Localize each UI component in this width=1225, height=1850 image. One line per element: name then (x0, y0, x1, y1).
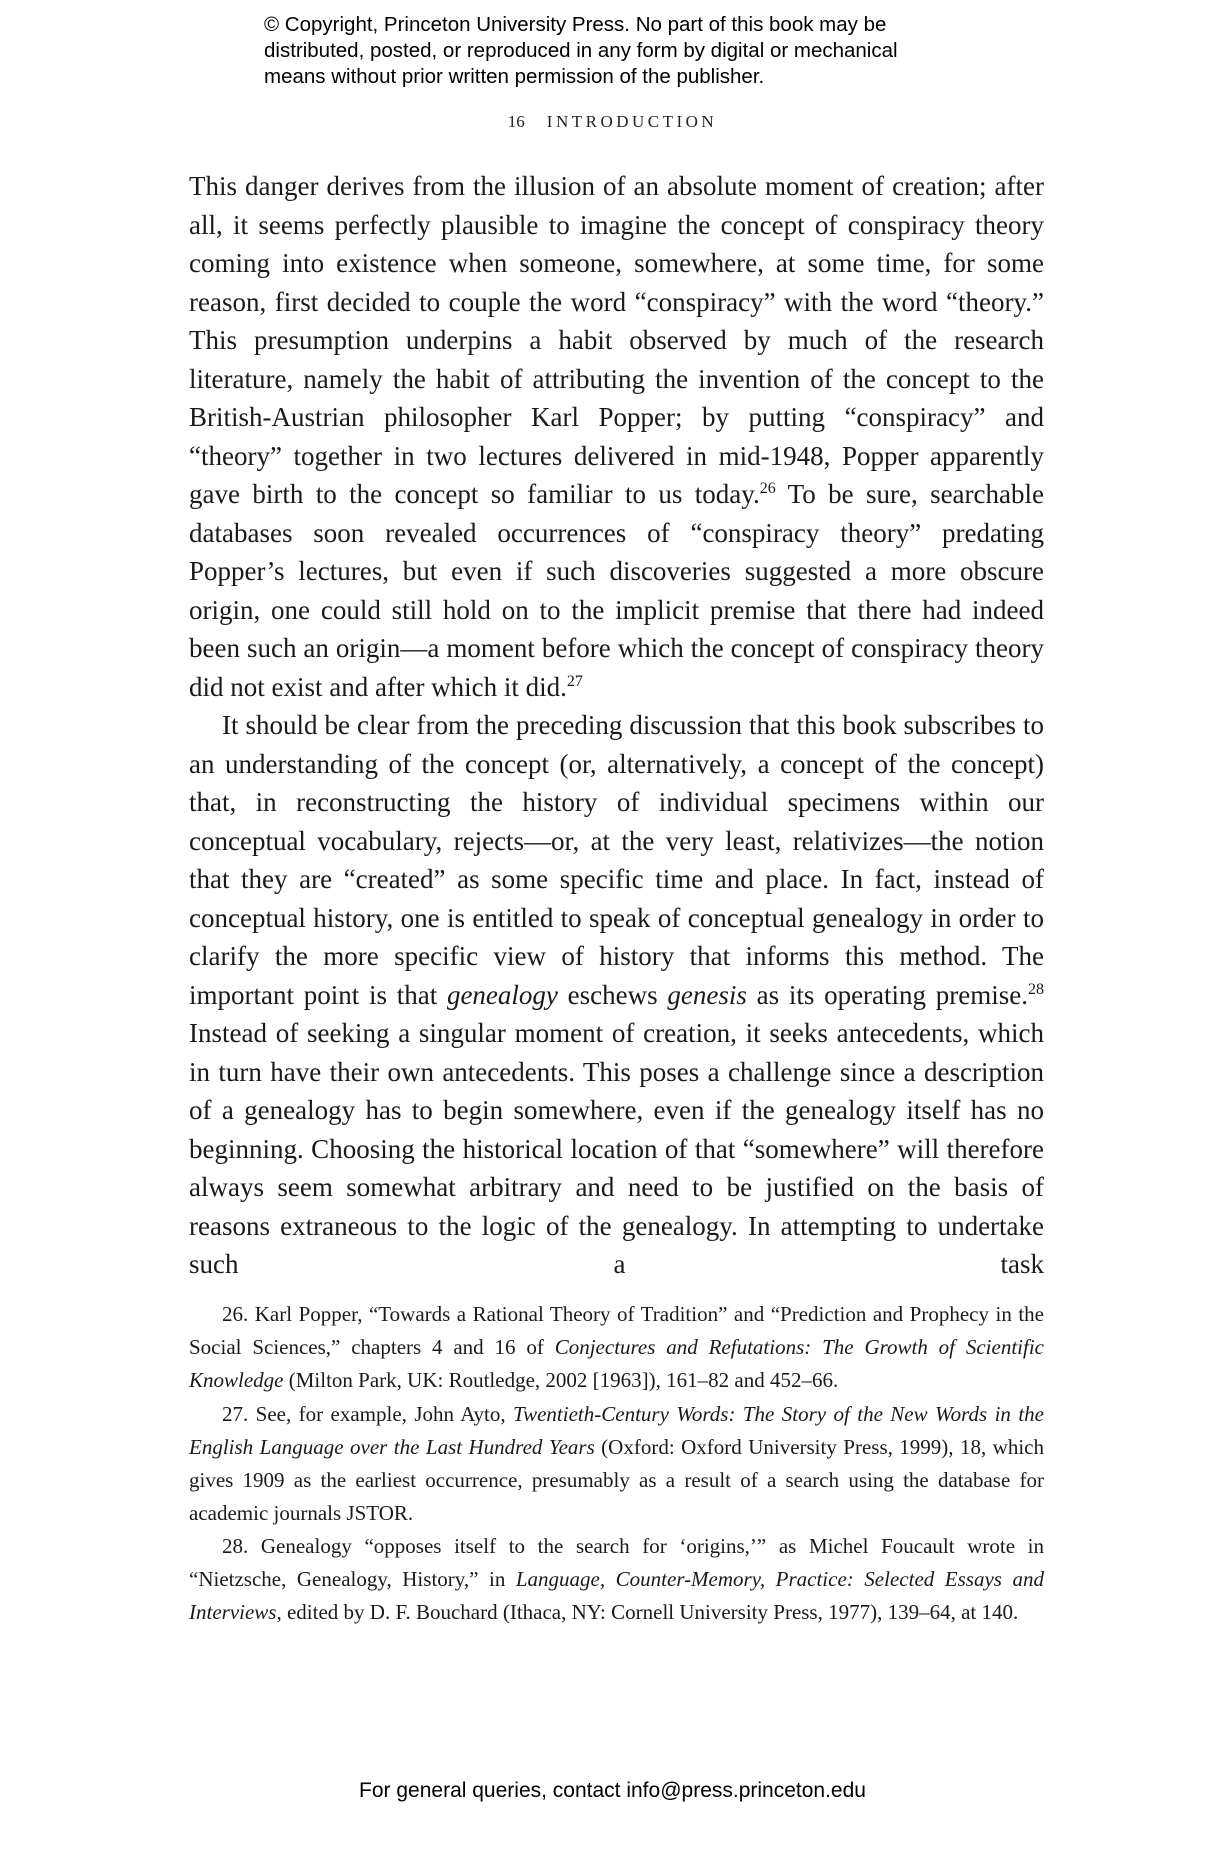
copyright-line-3: means without prior written permission of the publisher. (264, 65, 765, 88)
footnote-ref-26[interactable]: 26 (759, 480, 776, 497)
paragraph-2-text-last: to the logic of the genealogy. In attempting to undertake such a task (189, 1210, 1045, 1279)
paragraph-1 (189, 167, 1044, 706)
footer-contact: For general queries, contact info@press.princeton.edu (359, 1779, 866, 1802)
paragraph-2-text-a: It should be clear from the preceding discussion that this book subscribes to an understanding of the concept (or, alternatively, a concept of the concept) that, in reconstructing the history of individual specimens within our conceptual vocabulary, rejects—or, at the very least, relativizes—the notion that they are “created” as some specific time and place. In fact, instead of conceptual history, one is entitled to speak of conceptual genealogy in order to clarify the more specific view of history that informs this method. The important point is that (189, 710, 1044, 1010)
copyright-line-2: distributed, posted, or reproduced in any form by digital or mechanical (264, 39, 898, 62)
paragraph-2 (189, 706, 1044, 1284)
footnote-26 (189, 1298, 1044, 1397)
paragraph-2-italic-genealogy: genealogy (446, 979, 558, 1010)
footnote-26-title: Conjectures and Refutations: The Growth of Scientific Knowledge (189, 1335, 1044, 1392)
footnote-26-text-b: (Milton Park, UK: Routledge, 2002 [1963]), 161–82 and 452–66. (283, 1368, 839, 1392)
footnote-ref-27[interactable]: 27 (566, 672, 583, 690)
paragraph-2-text-d: Instead of seeking a singular moment of creation, it seeks antecedents, which in turn have their own antecedents. This poses a challenge since a description of a genealogy has to begin somewhere, even if the genealogy itself has no beginning. Choosing the historical location of that “somewhere” will therefore always seem somewhat arbitrary and need to be justified on the basis of reasons extraneous (189, 1018, 1044, 1241)
footnote-26-text-a: 26. Karl Popper, “Towards a Rational Theory of Tradition” and “Prediction and Prophecy in the Social Sciences,” chapters 4 and 16 of (189, 1302, 1044, 1359)
footnote-27-title: Twentieth-Century Words: The Story of the New Words in the English Language over the Last Hundred Years (189, 1401, 1044, 1459)
paragraph-1-text-b: To be sure, searchable databases soon revealed occurrences of “conspiracy theory” predating Popper’s lectures, but even if such discoveries suggested a more obscure origin, one could still hold on to the implicit premise that there had indeed been such an origin—a moment before which the concept of conspiracy theory did not exist and after which it did. (189, 479, 1044, 702)
paragraph-2-text-c: as its operating premise. (746, 979, 1028, 1010)
paragraph-1-text-a: This danger derives from the illusion of an absolute moment of creation; after all, it seems perfectly plausible to imagine the concept of conspiracy theory coming into existence when someone, somewhere, at some time, for some reason, first decided to couple the word “conspiracy” with the word “theory.” This presumption underpins a habit observed by much of the research literature, namely the habit of attributing the invention of the concept to the British-Austrian philosopher Karl Popper; by putting “conspiracy” and “theory” together in two lectures delivered in mid-1948, Popper apparently gave birth to the concept so familiar to us today. (189, 171, 1044, 509)
paragraph-2-italic-genesis: genesis (667, 979, 747, 1010)
footnote-27 (189, 1398, 1044, 1530)
footnote-28-title: Language, Counter-Memory, Practice: Selected Essays and Interviews (189, 1567, 1044, 1624)
footnote-27-text-b: (Oxford: Oxford University Press, 1999), 18, which gives 1909 as the earliest occurrence, presumably as a result of a search using the database for academic journals JSTOR. (189, 1434, 1044, 1525)
footnote-28 (189, 1530, 1044, 1629)
body-text (189, 167, 1044, 1284)
footnote-27-text-a: 27. See, for example, John Ayto, (222, 1401, 513, 1426)
footnote-28-text-a: 28. Genealogy “opposes itself to the search for ‘origins,’” as Michel Foucault wrote in “Nietzsche, Genealogy, History,” in (189, 1534, 1044, 1591)
page-number: 16 (507, 112, 525, 131)
chapter-title: INTRODUCTION (546, 112, 718, 131)
running-head (0, 112, 1225, 132)
footnote-28-text-b: , edited by D. F. Bouchard (Ithaca, NY: Cornell University Press, 1977), 139–64, at 140. (276, 1600, 1019, 1624)
copyright-notice (264, 12, 984, 90)
footnote-ref-28[interactable]: 28 (1028, 980, 1044, 998)
paragraph-2-text-b: eschews (557, 979, 668, 1010)
footnotes (189, 1298, 1044, 1630)
copyright-line-1: © Copyright, Princeton University Press. No part of this book may be (264, 13, 887, 36)
